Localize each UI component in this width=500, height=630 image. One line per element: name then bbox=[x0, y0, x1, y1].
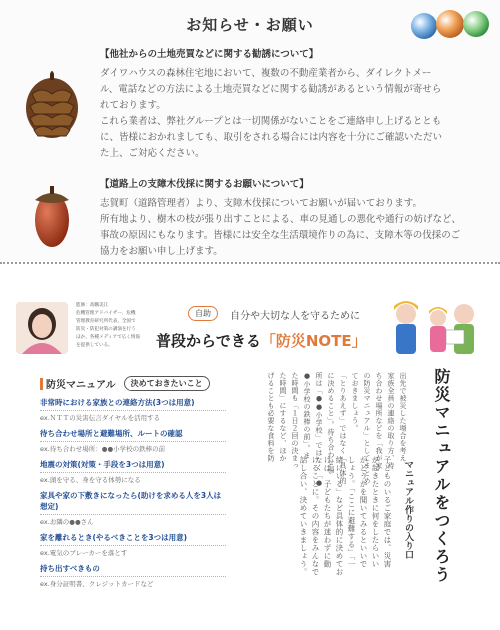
vertical-text-line: 家族全員の連絡の取り方、待 bbox=[387, 372, 395, 470]
vertical-text-line: 所は「●●小学校」ではなく「● bbox=[315, 372, 323, 488]
vertical-text-line: かどうかを聞いてみるといいで bbox=[359, 456, 368, 568]
notice-tree-cutting bbox=[100, 178, 492, 260]
vertical-text-line: けば、子どもたちが迷わずに動 bbox=[323, 456, 332, 568]
supervisor-line: を提供している。 bbox=[76, 343, 113, 348]
vertical-text-line: しょう。「ここに避難する」「一 bbox=[347, 456, 356, 569]
manual-item-title: 地震の対策(対策・手段を3つは用意) bbox=[40, 459, 226, 473]
vertical-text-line: 子どものいるご家庭では、災害 bbox=[383, 456, 392, 568]
notice-line: 事故の原因にもなります。皆様には安全な生活環境作りの為に、支障木等の伐採のご bbox=[100, 230, 461, 241]
notice-line: ダイワハウスの森林住宅地において、複数の不動産業者から、ダイレクトメー bbox=[100, 68, 432, 79]
list-item bbox=[40, 563, 226, 588]
supervisor-line: 危機管理アドバイザー、危機 bbox=[76, 311, 136, 316]
manual-item-example: ex.身分証明書、クレジットカードなど bbox=[40, 580, 154, 588]
notice-body bbox=[100, 66, 492, 162]
list-item bbox=[40, 532, 226, 557]
vertical-text-line: けることに。その内容をみんなで bbox=[311, 456, 320, 576]
heading-bar bbox=[40, 378, 43, 390]
notice-line: これら業者は、弊社グループとは一切関係がないことをご連絡申し上げるととも bbox=[100, 116, 442, 127]
vertical-title: 防災マニュアルをつくろう bbox=[432, 368, 451, 584]
acorn-illustration bbox=[30, 184, 74, 250]
list-item bbox=[40, 459, 226, 484]
manual-item-example: ex.ＮＴＴの災害伝言ダイヤルを活用する bbox=[40, 414, 161, 422]
supervisor-avatar bbox=[16, 302, 68, 354]
manual-heading-label: 防災マニュアル bbox=[46, 380, 116, 391]
manual-tag: 決めておきたいこと bbox=[124, 376, 210, 391]
note-subtitle: 自分や大切な人を守るために bbox=[230, 311, 360, 322]
vertical-text-line: ち合わせ場所などを「我が家 bbox=[375, 372, 383, 470]
vertical-subtitle: マニュアル作りの入り口 bbox=[403, 460, 413, 559]
manual-item-example: ex.待ち合わせ場所：●●小学校の鉄棒の前 bbox=[40, 445, 166, 453]
supervisor-line: ほか、各種メディアで広く情報 bbox=[76, 335, 141, 340]
notice-line: れております。 bbox=[100, 100, 166, 111]
vertical-text-line: の防災マニュアル」としてまとめ bbox=[363, 372, 371, 485]
supervisor-line: 防災・防犯対策の講演を行う bbox=[76, 327, 136, 332]
vertical-text-line: た時間」にするなど、ほか bbox=[279, 372, 287, 462]
notice-land-solicitation bbox=[100, 48, 492, 162]
vertical-text-line: ●小学校の鉄棒の前」。ま bbox=[303, 372, 311, 460]
vertical-text-line: 話し合い、決めていきましょう。 bbox=[299, 456, 308, 576]
manual-item-example: ex.お隣の●●さん bbox=[40, 518, 94, 526]
note-title-prefix: 普段からできる bbox=[156, 332, 261, 350]
vertical-text-line: ておきましょう。 bbox=[351, 372, 359, 432]
vertical-text-line: に決めること」。待ち合わせ場 bbox=[327, 372, 335, 474]
vertical-text-line: 「とりあえず」ではなく「具体的 bbox=[339, 372, 347, 485]
note-title bbox=[156, 330, 367, 351]
pinecone-illustration bbox=[22, 64, 82, 144]
vertical-text-line: げることも必要な食料を防 bbox=[267, 372, 275, 462]
notice-line: た上、ご対応ください。 bbox=[100, 148, 205, 159]
notice-heading: 【道路上の支障木伐採に関するお願いについて】 bbox=[100, 179, 309, 190]
supervisor-line: 監修：高鵬美江 bbox=[76, 303, 109, 308]
manual-item-title: 持ち出すべきもの bbox=[40, 563, 226, 577]
vertical-text-line: 緒にいる」など具体的に決めてお bbox=[335, 456, 344, 576]
disaster-manual-list bbox=[40, 376, 226, 588]
page-title: お知らせ・お願い bbox=[186, 16, 314, 34]
list-item bbox=[40, 428, 226, 453]
manual-heading bbox=[40, 376, 226, 391]
notice-line: に、皆様におかれましても、取引をされる場合には内容を十分にご確認いただい bbox=[100, 132, 443, 143]
manual-item-title: 待ち合わせ場所と避難場所、ルートの確認 bbox=[40, 428, 226, 442]
family-illustration bbox=[386, 296, 482, 358]
manual-item-example: ex.頭を守る、身を守る体勢になる bbox=[40, 476, 141, 484]
notice-line: 所有地より、樹木の枝が張り出すことによる、車の見通しの悪化や通行の妨げなど、 bbox=[100, 214, 462, 225]
notice-section bbox=[0, 0, 500, 262]
marbles-illustration bbox=[408, 2, 492, 42]
manual-item-title: 家具や家の下敷きになったら(助けを求める人を3人は想定) bbox=[40, 490, 226, 515]
supervisor-line: 管理教育研究所代表。全国で bbox=[76, 319, 136, 324]
notice-body bbox=[100, 196, 492, 260]
vertical-text-line: が起きたときに何をしたらいい bbox=[371, 456, 380, 568]
note-title-highlight: 「防災NOTE」 bbox=[260, 332, 367, 350]
list-item bbox=[40, 397, 226, 422]
manual-item-title: 家を離れるとき(やるべきことを3つは用意) bbox=[40, 532, 226, 546]
notice-line: 志賀町（道路管理者）より、支障木伐採についてお願いが届いております。 bbox=[100, 198, 423, 209]
self-help-tag: 自助 bbox=[188, 306, 218, 321]
manual-item-example: ex.電気のブレーカーを落とす bbox=[40, 549, 128, 557]
manual-item-title: 非常時における家族との連絡方法(3つは用意) bbox=[40, 397, 226, 411]
vertical-text-line: た時間も「１日２回の決まっ bbox=[291, 372, 299, 470]
notice-heading: 【他社からの土地売買などに関する勧誘について】 bbox=[100, 49, 319, 60]
notice-line: 協力をお願い申し上げます。 bbox=[100, 246, 223, 257]
notice-line: ル、電話などの方法による土地売買などに関する勧誘があるという情報が寄せら bbox=[100, 84, 442, 95]
vertical-text-line: 出先で被災した場合を考え、 bbox=[399, 372, 407, 470]
list-item bbox=[40, 490, 226, 526]
